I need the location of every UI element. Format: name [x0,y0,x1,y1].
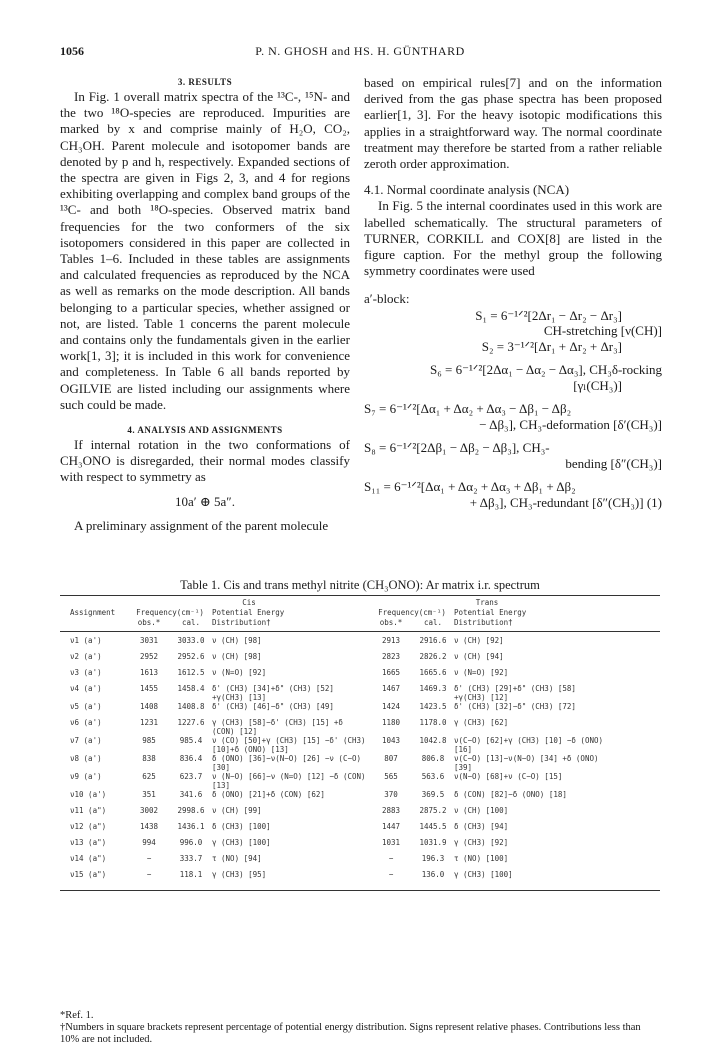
symmetry-expression: 10a′ ⊕ 5a″. [175,493,235,509]
table-row [60,668,660,684]
table-cell: γ (CH3) [95] [212,870,267,879]
equation-line: + Δβ₃], CH₃-redundant [δ″(CH₃)] (1) [469,494,662,510]
table-cell: ν7 (a') [70,736,102,745]
table-cell: 333.7 [179,854,203,863]
table-cell: ν1 (a') [70,636,102,645]
table-cell: ν12 (a") [70,822,107,831]
table-cell: 838 [142,754,156,763]
table-cell: ν (CH) [98] [212,652,262,661]
table-cell: 994 [142,838,156,847]
table-row [60,854,660,870]
footnotes [60,1010,660,1046]
table-cell: γ (CH3) [100] [212,838,271,847]
table-cell: ν(C−O) [62]+γ (CH3) [10] −δ (ONO) [16] [454,736,604,754]
table-cell: 1408.8 [177,702,205,711]
table-cell: 2823 [381,652,401,661]
table-row [60,822,660,838]
table-cell: 2916.6 [419,636,447,645]
table-cell: 1178.0 [419,718,447,727]
page-number: 1056 [60,44,84,58]
table-cell: ν6 (a') [70,718,102,727]
table-cell: δ' (CH3) [32]−δ" (CH3) [72] [454,702,576,711]
equation-line: S₆ = 6⁻¹ᐟ²[2Δα₁ − Δα₂ − Δα₃], CH₃δ-rocking [429,362,662,378]
equation-line: S₈ = 6⁻¹ᐟ²[2Δβ₁ − Δβ₂ − Δβ₃], CH₃- [364,440,550,456]
table-bottom-rule [60,890,660,891]
table-row [60,702,660,718]
table-row [60,806,660,822]
table-cell: 1043 [381,736,401,745]
equation-line: CH-stretching [ν(CH)] [543,323,662,339]
table-cell: − [146,870,152,879]
table-cell: 1031.9 [419,838,447,847]
col-obs: obs.* [137,618,161,627]
table-header-row [60,608,660,618]
table-cell: 1424 [381,702,401,711]
col-dist: Distribution† [454,618,513,627]
equation-line: S₂ = 3⁻¹ᐟ²[Δr₁ + Δr₂ + Δr₃] [481,338,622,354]
table-caption: Table 1. Cis and trans methyl nitrite (CH₃ONO): Ar matrix i.r. spectrum [180,578,540,592]
table-cell: 2998.6 [177,806,205,815]
table-row [60,652,660,668]
table-cell: ν11 (a") [70,806,107,815]
symmetry-coordinates [364,308,662,511]
prelim-paragraph: A preliminary assignment of the parent molecule [74,517,329,533]
table-cell: 1423.5 [419,702,447,711]
group-trans: Trans [475,598,499,607]
table-cell: ν (N=O) [92] [454,668,509,677]
table-cell: 806.8 [421,754,445,763]
table-cell: ν (CH) [99] [212,806,262,815]
analysis-heading: 4. ANALYSIS AND ASSIGNMENTS [127,425,283,436]
table-group-header [60,598,660,608]
table-cell: 985.4 [179,736,203,745]
table-cell: 1458.4 [177,684,205,693]
col-ped-trans: Potential Energy [454,608,527,617]
table-subheader-row [60,618,660,628]
table-cell: 836.4 [179,754,203,763]
block-label: a′-block: [364,291,410,307]
table-cell: ν(C−O) [13]−ν(N−O) [34] +δ (ONO) [39] [454,754,599,772]
col-dist: Distribution† [212,618,271,627]
equation-line: − Δβ₃], CH₃-deformation [δ′(CH₃)] [479,416,662,432]
table-cell: 196.3 [421,854,445,863]
table-cell: 1436.1 [177,822,205,831]
left-column [60,75,350,534]
table-cell: δ' (CH3) [46]−δ" (CH3) [49] [212,702,334,711]
nca-paragraph: In Fig. 5 the internal coordinates used in this work are labelled schematically. The structural parameters of TURNER, CORKILL and COX[8] are listed in the figure caption. For the methyl group the following symmetry coordinates were used [364,198,662,279]
table-cell: 1231 [139,718,159,727]
table-cell: ν14 (a") [70,854,107,863]
table-cell: ν (CH) [92] [454,636,504,645]
table-cell: δ' (CH3) [34]+δ" (CH3) [52] +γ(CH3) [13] [212,684,334,702]
table-cell: 623.7 [179,772,203,781]
table-cell: 2883 [381,806,401,815]
equation-line: bending [δ″(CH₃)] [565,455,662,471]
table-cell: ν (CH) [98] [212,636,262,645]
table-cell: ν5 (a') [70,702,102,711]
table-row [60,870,660,886]
table-cell: 3031 [139,636,159,645]
table-cell: ν (CO) [50]+γ (CH3) [15] −δ' (CH3) [10]+δ (ONO) [13] [212,736,366,754]
table-cell: 3033.0 [177,636,205,645]
equation-line: S₇ = 6⁻¹ᐟ²[Δα₁ + Δα₂ + Δα₃ − Δβ₁ − Δβ₂ [364,401,572,417]
table-cell: γ (CH3) [100] [454,870,513,879]
table-cell: 1031 [381,838,401,847]
table-cell: 370 [384,790,398,799]
table-cell: 2913 [381,636,401,645]
table-cell: 1665.6 [419,668,447,677]
table-cell: 341.6 [179,790,203,799]
table-cell: 2952 [139,652,159,661]
table-cell: ν3 (a') [70,668,102,677]
table-cell: 1227.6 [177,718,205,727]
analysis-paragraph: If internal rotation in the two conformations of CH₃ONO is disregarded, their normal modes classify with respect to symmetry as [60,437,350,485]
table-cell: 563.6 [421,772,445,781]
table-cell: 1042.8 [419,736,447,745]
table-cell: δ (ONO) [21]+δ (CON) [62] [212,790,325,799]
table-cell: ν2 (a') [70,652,102,661]
col-cal: cal. [181,618,201,627]
table-cell: 2875.2 [419,806,447,815]
table-cell: ν(N−O) [68]+ν (C−O) [15] [454,772,563,781]
table-cell: δ (ONO) [36]−ν(N−O) [26] −ν (C−O) [30] [212,754,362,772]
table-cell: ν13 (a") [70,838,107,847]
table-cell: 1445.5 [419,822,447,831]
col-ped-cis: Potential Energy [212,608,285,617]
data-table [60,595,660,891]
table-cell: 1447 [381,822,401,831]
table-row [60,838,660,854]
equation-line: [γₗ(CH₃)] [573,377,622,393]
table-cell: ν (N=O) [92] [212,668,267,677]
table-cell: ν4 (a') [70,684,102,693]
group-cis: Cis [242,598,256,607]
col-obs: obs.* [379,618,403,627]
table-cell: 1180 [381,718,401,727]
table-cell: ν15 (a") [70,870,107,879]
table-row [60,718,660,736]
table-top-rule [60,595,660,596]
table-cell: 1665 [381,668,401,677]
table-cell: 3002 [139,806,159,815]
table-cell: 2826.2 [419,652,447,661]
table-cell: ν10 (a') [70,790,107,799]
table-cell: ν (N−O) [66]−ν (N=O) [12] −δ (CON) [13] [212,772,366,790]
continuation-paragraph: based on empirical rules[7] and on the information derived from the gas phase spectra has been proposed earlier[1, 3]. For the heavy isotopic modifications this applies in a straightforward way. The normal coordinate treatment may therefore be started from a rather reliable zeroth order approximation. [364,75,662,172]
table-cell: 1467 [381,684,401,693]
table-cell: 1469.3 [419,684,447,693]
table-cell: 1408 [139,702,159,711]
table-cell: 136.0 [421,870,445,879]
table-cell: 351 [142,790,156,799]
table-cell: 1612.5 [177,668,205,677]
col-frequency-cis: Frequency(cm⁻¹) [136,608,204,617]
right-column [364,75,662,510]
table-cell: 118.1 [179,870,203,879]
table-cell: 807 [384,754,398,763]
table-cell: ν (CH) [94] [454,652,504,661]
table-cell: 1455 [139,684,159,693]
table-cell: 985 [142,736,156,745]
table-row [60,684,660,702]
equation-line: S₁₁ = 6⁻¹ᐟ²[Δα₁ + Δα₂ + Δα₃ + Δβ₁ + Δβ₂ [364,479,576,495]
table-cell: 1613 [139,668,159,677]
table-row [60,754,660,772]
table-cell: γ (CH3) [92] [454,838,509,847]
table-cell: ν (CH) [100] [454,806,509,815]
table-cell: − [146,854,152,863]
table-cell: 1438 [139,822,159,831]
nca-heading: 4.1. Normal coordinate analysis (NCA) [364,182,570,198]
table-row [60,790,660,806]
table-cell: δ' (CH3) [29]+δ" (CH3) [58] +γ(CH3) [12] [454,684,576,702]
table-cell: 625 [142,772,156,781]
table-cell: − [388,854,394,863]
table-cell: ν9 (a') [70,772,102,781]
table-cell: 565 [384,772,398,781]
table-body [60,632,660,886]
col-cal: cal. [423,618,443,627]
table-cell: 369.5 [421,790,445,799]
table-cell: δ (CH3) [94] [454,822,509,831]
table-cell: δ (CH3) [100] [212,822,271,831]
results-heading: 3. RESULTS [177,77,233,87]
table-cell: γ (CH3) [62] [454,718,509,727]
table-row [60,636,660,652]
col-frequency-trans: Frequency(cm⁻¹) [378,608,446,617]
col-assignment: Assignment [70,608,116,617]
table-cell: γ (CH3) [58]−δ' (CH3) [15] +δ (CON) [12] [212,718,343,736]
equation-line: S₁ = 6⁻¹ᐟ²[2Δr₁ − Δr₂ − Δr₃] [475,307,622,323]
footnote-ref: *Ref. 1. [60,1010,94,1021]
table-cell: − [388,870,394,879]
footnote-dagger: †Numbers in square brackets represent percentage of potential energy distribution. Signs represent relative phases. Contributions less than 10% are not included. [60,1022,641,1045]
results-paragraph: In Fig. 1 overall matrix spectra of the ¹³C-, ¹⁵N- and the two ¹⁸O-species are reproduced. Impurities are marked by x and comprise mainly of H₂O, CO₂, CH₃OH. Parent molecule and isotopomer bands are denoted by p and h, respectively. Expanded sections of the spectra are given in Figs 2, 3, and 4 for regions exhibiting overlapping and complex band groups of the ¹³C- and both ¹⁸O-species. Observed matrix band frequencies for the two conformers of the six isotopomers considered in this paper are collected in Tables 1–6. Included in these tables are assignments and calculated frequencies as reproduced by the NCA as well as remarks on the mode description. All bands belonging to a particular species, whether assigned or not, are listed. Table 1 concerns the parent molecule and contains only the fundamentals given in the earlier work[1, 3]; it is included in this work for convenience and completeness. In Table 6 all bands reported by OGILVIE are listed including our assignments where such could be made. [60,89,350,412]
table-row [60,736,660,754]
table-cell: τ (NO) [94] [212,854,262,863]
table-cell: δ (CON) [82]−δ (ONO) [18] [454,790,567,799]
table-cell: 2952.6 [177,652,205,661]
author-line: P. N. GHOSH and HS. H. GÜNTHARD [255,44,465,58]
table-cell: 996.0 [179,838,203,847]
table-row [60,772,660,790]
table-cell: ν8 (a') [70,754,102,763]
table-cell: τ (NO) [100] [454,854,509,863]
